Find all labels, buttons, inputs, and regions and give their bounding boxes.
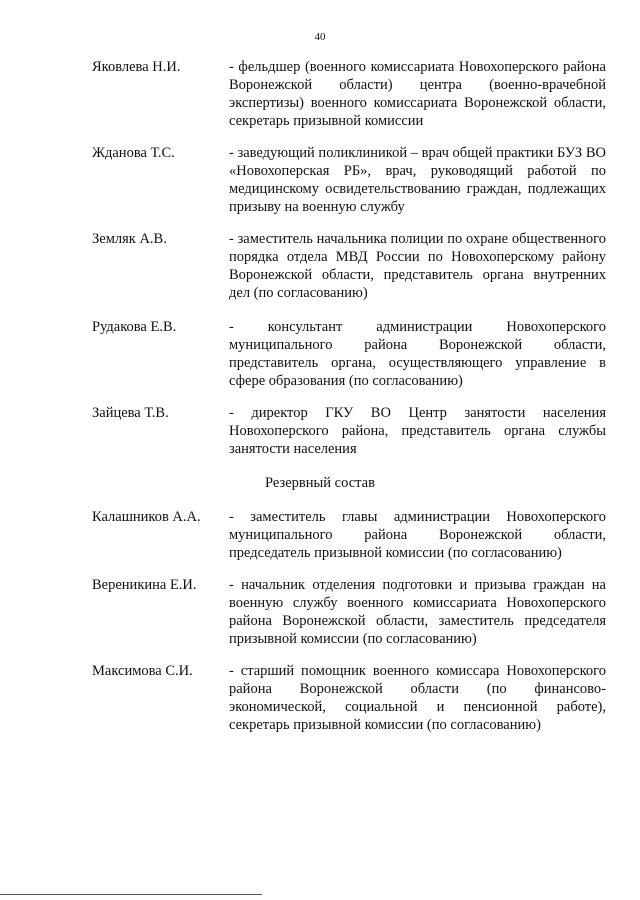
member-role: - директор ГКУ ВО Центр занятости населения Новохоперского района, представитель органа службы занятости населения [229,405,606,457]
member-name: Максимова С.И. [92,663,193,679]
page-number: 40 [314,31,326,43]
member-role: - заведующий поликлиникой – врач общей практики БУЗ ВО «Новохоперская РБ», врач, руководящий работой по медицинскому освидетельствованию граждан, подлежащих призыву на военную службу [229,145,606,215]
member-role: - заместитель главы администрации Новохоперского муниципального района Воронежской области, председатель призывной комиссии (по согласованию) [229,509,606,561]
member-role: - старший помощник военного комиссара Новохоперского района Воронежской области (по финансово-экономической, социальной и пенсионной работе), секретарь призывной комиссии (по согласованию) [229,663,606,733]
member-name: Вереникина Е.И. [92,577,197,593]
member-name: Жданова Т.С. [92,145,175,161]
member-role: - заместитель начальника полиции по охране общественного порядка отдела МВД России по Новохоперскому району Воронежской области, представитель органа внутренних дел (по согласованию) [229,231,606,301]
member-name: Яковлева Н.И. [92,59,181,75]
reserve-heading: Резервный состав [265,475,375,491]
member-role: - консультант администрации Новохоперского муниципального района Воронежской области, представитель органа, осуществляющего управление в сфере образования (по согласованию) [229,319,606,389]
member-role: - фельдшер (военного комиссариата Новохоперского района Воронежской области) центра (военно-врачебной экспертизы) военного комиссариата Воронежской области, секретарь призывной комиссии [229,59,606,129]
member-name: Зайцева Т.В. [92,405,169,421]
member-role: - начальник отделения подготовки и призыва граждан на военную службу военного комиссариата Новохоперского района Воронежской области, заместитель председателя призывной комиссии (по согласованию) [229,577,606,647]
member-name: Калашников А.А. [92,509,201,525]
member-name: Рудакова Е.В. [92,319,177,335]
footer-divider [0,894,262,895]
member-name: Земляк А.В. [92,231,167,247]
